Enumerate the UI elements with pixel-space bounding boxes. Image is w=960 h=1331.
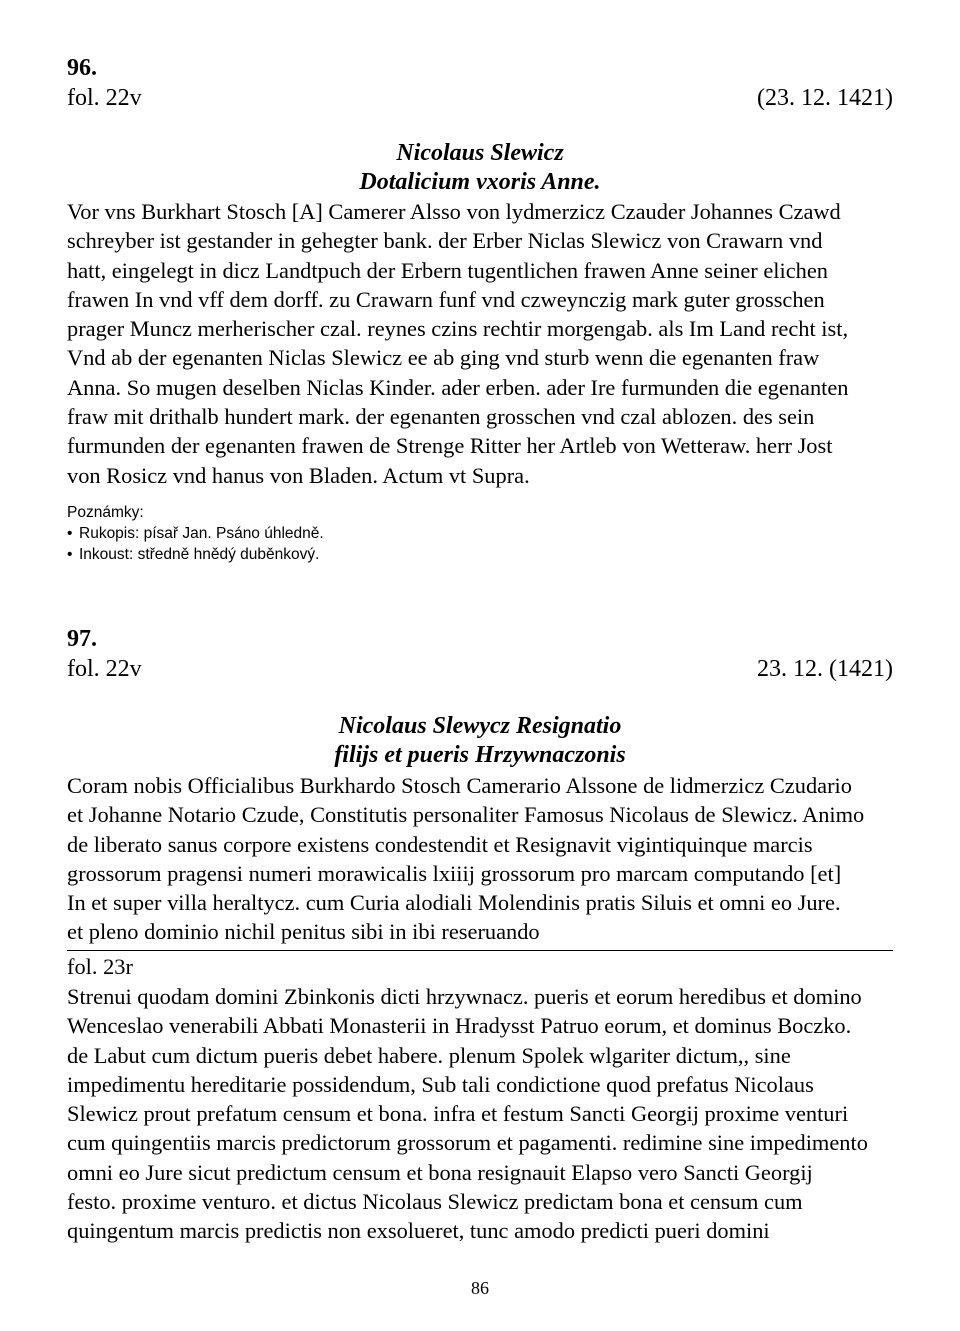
text-line: Anna. So mugen deselben Niclas Kinder. ader erben. ader Ire furmunden die egenanten [67,374,849,400]
entry-97-title-line1: Nicolaus Slewycz Resignatio [338,713,622,739]
note-item [67,523,324,544]
notes-label: Poznámky: [67,504,144,521]
text-line: et pleno dominio nichil penitus sibi in ibi reseruando [67,919,540,945]
text-line: festo. proxime venturo. et dictus Nicolaus Slewicz predictam bona et censum cum [67,1189,803,1215]
text-line: Vnd ab der egenanten Niclas Slewicz ee ab ging vnd sturb wenn die egenanten fraw [67,345,820,371]
entry-97-text-part1 [67,771,893,947]
text-line: fraw mit drithalb hundert mark. der egenanten grosschen vnd czal ablozen. des sein [67,404,815,430]
folio-divider [67,950,893,951]
note-text: Rukopis: písař Jan. Psáno úhledně. [79,525,324,542]
text-line: cum quingentiis marcis predictorum grossorum et pagamenti. redimine sine impedimento [67,1130,868,1156]
text-line: impedimentu hereditarie possidendum, Sub tali condictione quod prefatus Nicolaus [67,1071,814,1097]
bullet-icon: • [67,525,73,542]
entry-96-header [67,84,893,112]
entry-97-folio: fol. 22v [67,656,142,682]
folio-break [67,952,893,981]
text-line: In et super villa heraltycz. cum Curia alodiali Molendinis pratis Siluis et omni eo Jure. [67,890,841,916]
note-item [67,544,324,565]
entry-96-notes [67,502,324,565]
folio-break-label: fol. 23r [67,954,133,979]
text-line: et Johanne Notario Czude, Constitutis personaliter Famosus Nicolaus de Slewicz. Animo [67,802,865,828]
text-line: furmunden der egenanten frawen de Strenge Ritter her Artleb von Wetteraw. herr Jost [67,433,833,459]
bullet-icon: • [67,546,73,563]
text-line: de Labut cum dictum pueris debet habere. plenum Spolek wlgariter dictum,, sine [67,1042,791,1068]
entry-96-folio: fol. 22v [67,85,142,111]
text-line: von Rosicz vnd hanus von Bladen. Actum vt Supra. [67,462,530,488]
entry-96-date: (23. 12. 1421) [757,85,893,111]
entry-97-date: 23. 12. (1421) [757,656,893,682]
text-line: prager Muncz merherischer czal. reynes czins rechtir morgengab. als Im Land recht ist, [67,316,849,342]
entry-97-header [67,655,893,683]
page-number: 86 [471,1278,489,1298]
text-line: quingentum marcis predictis non exsolueret, tunc amodo predicti pueri domini [67,1218,770,1244]
note-text: Inkoust: středně hnědý duběnkový. [79,546,320,563]
text-line: schreyber ist gestander in gehegter bank. der Erber Niclas Slewicz von Crawarn vnd [67,228,823,254]
text-line: Wenceslao venerabili Abbati Monasterii in Hradysst Patruo eorum, et dominus Boczko. [67,1013,852,1039]
entry-96-title-line2: Dotalicium vxoris Anne. [359,169,601,195]
document-page [67,0,893,1331]
text-line: Slewicz prout prefatum censum et bona. infra et festum Sancti Georgij proxime venturi [67,1101,849,1127]
entry-97-number: 97. [67,626,97,652]
text-line: Vor vns Burkhart Stosch [A] Camerer Alsso von lydmerzicz Czauder Johannes Czawd [67,199,841,224]
text-line: Strenui quodam domini Zbinkonis dicti hrzywnacz. pueris et eorum heredibus et domino [67,984,862,1009]
text-line: grossorum pragensi numeri morawicalis lxiiij grossorum pro marcam computando [et] [67,860,842,886]
text-line: hatt, eingelegt in dicz Landtpuch der Erbern tugentlichen frawen Anne seiner elichen [67,257,828,283]
entry-97-text-part2 [67,982,893,1246]
text-line: de liberato sanus corpore existens condestendit et Resignavit vigintiquinque marcis [67,831,813,857]
entry-97-title-line2: filijs et pueris Hrzywnaczonis [334,742,626,768]
text-line: frawen In vnd vff dem dorff. zu Crawarn funf vnd czweynczig mark guter grosschen [67,286,825,312]
text-line: Coram nobis Officialibus Burkhardo Stosch Camerario Alssone de lidmerzicz Czudario [67,773,852,798]
entry-96-number: 96. [67,55,97,81]
entry-96-text [67,197,893,490]
text-line: omni eo Jure sicut predictum censum et bona resignauit Elapso vero Sancti Georgij [67,1159,813,1185]
entry-96-title-line1: Nicolaus Slewicz [396,140,564,166]
